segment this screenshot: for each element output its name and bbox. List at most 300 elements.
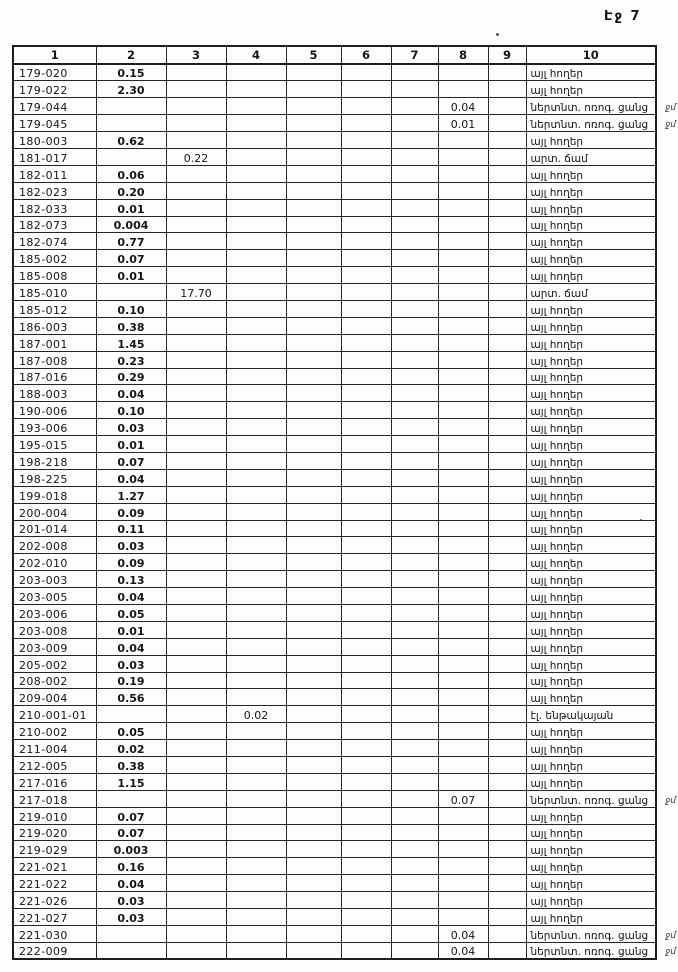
cell-area-col4 [226,368,286,385]
cell-area-col2: 0.29 [96,368,166,385]
cell-parcel-code: 221-021 [13,858,96,875]
cell-area-col3 [166,402,226,419]
cell-area-col3 [166,554,226,571]
cell-area-col2: 0.07 [96,250,166,267]
cell-land-type: այլ հողեր [526,486,656,503]
column-header-9: 9 [488,46,526,64]
cell-area-col9 [488,706,526,723]
cell-land-type: այլ հողեր [526,892,656,909]
cell-area-col7 [391,909,438,926]
cell-area-col6 [341,672,391,689]
cell-area-col9 [488,655,526,672]
table-row [13,503,656,520]
cell-area-col3 [166,689,226,706]
table-row [13,588,656,605]
cell-area-col2: 0.77 [96,233,166,250]
cell-area-col6 [341,486,391,503]
cell-land-type: այլ հողեր [526,469,656,486]
cell-area-col2 [96,706,166,723]
cell-area-col8 [438,638,488,655]
cell-area-col7 [391,706,438,723]
cell-area-col3 [166,824,226,841]
column-header-1: 1 [13,46,96,64]
cell-area-col4 [226,115,286,132]
cell-parcel-code: 200-004 [13,503,96,520]
cell-area-col2: 0.20 [96,182,166,199]
table-row [13,925,656,942]
cell-area-col7 [391,250,438,267]
cell-land-type: այլ հողեր [526,503,656,520]
cell-area-col8 [438,841,488,858]
cell-area-col9 [488,875,526,892]
cell-area-col6 [341,64,391,81]
cell-area-col8: 0.04 [438,942,488,959]
cell-land-type: ներտնտ. ոռոգ. ցանց ջմ [526,115,656,132]
cell-area-col8 [438,486,488,503]
table-body [13,64,676,959]
cell-area-col4 [226,81,286,98]
cell-land-type: արտ. ճամ [526,284,656,301]
cell-parcel-code: 182-033 [13,199,96,216]
cell-area-col9 [488,841,526,858]
cell-area-col8 [438,909,488,926]
cell-area-col4 [226,892,286,909]
cell-area-col7 [391,689,438,706]
cell-area-col6 [341,942,391,959]
cell-area-col2: 0.23 [96,351,166,368]
cell-area-col7 [391,182,438,199]
table-row [13,250,656,267]
cell-parcel-code: 182-074 [13,233,96,250]
cell-area-col5 [286,317,341,334]
cell-area-col8 [438,757,488,774]
cell-area-col6 [341,740,391,757]
cell-area-col4 [226,655,286,672]
cell-area-col9 [488,233,526,250]
cell-area-col6 [341,368,391,385]
cell-area-col2: 0.11 [96,520,166,537]
cell-area-col7 [391,638,438,655]
cell-area-col3 [166,723,226,740]
cell-area-col9 [488,469,526,486]
cell-area-col3 [166,469,226,486]
cell-area-col4 [226,250,286,267]
cell-area-col4 [226,554,286,571]
column-header-2: 2 [96,46,166,64]
cell-area-col5 [286,115,341,132]
cell-area-col3 [166,892,226,909]
cell-area-col9 [488,807,526,824]
cell-area-col2: 0.05 [96,723,166,740]
cell-area-col5 [286,689,341,706]
cell-area-col3 [166,132,226,149]
cell-area-col3 [166,773,226,790]
cell-area-col8 [438,723,488,740]
cell-area-col6 [341,925,391,942]
cell-area-col4 [226,605,286,622]
cell-area-col5 [286,98,341,115]
cell-area-col4 [226,723,286,740]
cell-area-col5 [286,436,341,453]
cell-area-col2: 0.09 [96,503,166,520]
cell-parcel-code: 179-044 [13,98,96,115]
cell-area-col6 [341,503,391,520]
cell-area-col6 [341,824,391,841]
cell-area-col9 [488,773,526,790]
cell-area-col9 [488,588,526,605]
cell-area-col9 [488,351,526,368]
cell-area-col8 [438,317,488,334]
cell-area-col8 [438,892,488,909]
cell-area-col3 [166,233,226,250]
cell-area-col8 [438,588,488,605]
cell-area-col7 [391,98,438,115]
cell-area-col9 [488,334,526,351]
cell-area-col7 [391,115,438,132]
cell-area-col9 [488,132,526,149]
cell-area-col4 [226,402,286,419]
cell-area-col9 [488,757,526,774]
table-row [13,334,656,351]
table-row [13,757,656,774]
cell-area-col5 [286,419,341,436]
cell-parcel-code: 217-016 [13,773,96,790]
table-row [13,790,656,807]
cell-area-col9 [488,165,526,182]
cell-area-col9 [488,300,526,317]
cell-area-col5 [286,486,341,503]
cell-parcel-code: 212-005 [13,757,96,774]
cell-parcel-code: 199-018 [13,486,96,503]
cell-area-col3 [166,875,226,892]
cell-area-col5 [286,165,341,182]
cell-area-col2: 0.62 [96,132,166,149]
cell-area-col9 [488,942,526,959]
cell-area-col8 [438,537,488,554]
cell-area-col4 [226,182,286,199]
cell-area-col9 [488,452,526,469]
cell-area-col6 [341,216,391,233]
cell-area-col4 [226,841,286,858]
table-row [13,621,656,638]
cell-land-type: այլ հողեր [526,81,656,98]
cell-area-col6 [341,892,391,909]
table-row [13,942,656,959]
cell-area-col6 [341,300,391,317]
cell-area-col3 [166,368,226,385]
cell-area-col9 [488,520,526,537]
cell-area-col2: 0.13 [96,571,166,588]
table-row [13,300,656,317]
cell-land-type: այլ հողեր [526,537,656,554]
cell-area-col7 [391,807,438,824]
cell-area-col4 [226,807,286,824]
cell-area-col8 [438,368,488,385]
cell-area-col3 [166,925,226,942]
cell-area-col2: 0.003 [96,841,166,858]
table-row [13,368,656,385]
cell-area-col5 [286,233,341,250]
cell-area-col7 [391,520,438,537]
cell-area-col9 [488,638,526,655]
cell-area-col4 [226,452,286,469]
cell-area-col6 [341,537,391,554]
cell-area-col9 [488,909,526,926]
cell-area-col9 [488,672,526,689]
cell-parcel-code: 187-016 [13,368,96,385]
cell-area-col2: 0.03 [96,909,166,926]
cell-area-col9 [488,267,526,284]
cell-land-type: այլ հողեր [526,909,656,926]
cell-area-col4 [226,571,286,588]
cell-area-col8: 0.01 [438,115,488,132]
cell-area-col7 [391,132,438,149]
cell-area-col5 [286,807,341,824]
cell-area-col2: 0.38 [96,757,166,774]
cell-area-col8 [438,284,488,301]
cell-area-col5 [286,925,341,942]
cell-land-type: այլ հողեր [526,436,656,453]
cell-area-col7 [391,317,438,334]
cell-area-col2: 0.03 [96,537,166,554]
cell-area-col3 [166,537,226,554]
cell-area-col9 [488,385,526,402]
cell-parcel-code: 188-003 [13,385,96,402]
cell-area-col6 [341,267,391,284]
cell-land-type: այլ հողեր [526,588,656,605]
cell-area-col7 [391,605,438,622]
cell-area-col8 [438,385,488,402]
cell-area-col9 [488,486,526,503]
cell-area-col6 [341,98,391,115]
cell-area-col3 [166,115,226,132]
cell-area-col5 [286,267,341,284]
cell-area-col3 [166,267,226,284]
cell-area-col3 [166,351,226,368]
cell-area-col8 [438,469,488,486]
cell-area-col6 [341,402,391,419]
cell-area-col8 [438,267,488,284]
cell-area-col5 [286,554,341,571]
cell-area-col4 [226,824,286,841]
cell-area-col2: 0.10 [96,402,166,419]
handwritten-margin-note: ջմ [665,947,676,958]
cell-land-type: այլ հողեր [526,385,656,402]
cell-land-type: այլ հողեր [526,571,656,588]
cell-area-col9 [488,689,526,706]
table-row [13,132,656,149]
table-row [13,858,656,875]
cell-area-col7 [391,216,438,233]
table-row [13,317,656,334]
cell-area-col4 [226,909,286,926]
cell-land-type: այլ հողեր [526,368,656,385]
cell-land-type: այլ հողեր [526,638,656,655]
cell-area-col5 [286,588,341,605]
cell-area-col6 [341,351,391,368]
cell-area-col6 [341,199,391,216]
cell-area-col9 [488,182,526,199]
cell-area-col7 [391,757,438,774]
cell-area-col6 [341,621,391,638]
cell-area-col6 [341,858,391,875]
cell-area-col3 [166,706,226,723]
cell-area-col2: 0.05 [96,605,166,622]
cell-area-col8 [438,81,488,98]
cell-area-col3 [166,334,226,351]
cell-area-col3 [166,64,226,81]
cell-parcel-code: 210-002 [13,723,96,740]
cell-area-col8 [438,824,488,841]
cell-area-col2: 0.04 [96,469,166,486]
cell-area-col5 [286,605,341,622]
cell-parcel-code: 181-017 [13,148,96,165]
cell-area-col5 [286,216,341,233]
cell-area-col5 [286,182,341,199]
cell-land-type: այլ հողեր [526,824,656,841]
cell-area-col6 [341,182,391,199]
cell-area-col9 [488,824,526,841]
cell-parcel-code: 180-003 [13,132,96,149]
cell-area-col3 [166,452,226,469]
column-header-7: 7 [391,46,438,64]
cell-land-type: ներտնտ. ոռոգ. ցանց ջմ [526,925,656,942]
cell-area-col4 [226,875,286,892]
cell-land-type: այլ հողեր [526,300,656,317]
cell-area-col2 [96,148,166,165]
cell-area-col3 [166,858,226,875]
table-row [13,706,656,723]
cell-land-type: այլ հողեր [526,216,656,233]
cell-area-col3 [166,588,226,605]
cell-area-col5 [286,64,341,81]
cell-land-type: այլ հողեր [526,621,656,638]
cell-area-col6 [341,233,391,250]
cell-area-col9 [488,402,526,419]
cell-parcel-code: 209-004 [13,689,96,706]
cell-area-col4 [226,858,286,875]
cell-parcel-code: 187-008 [13,351,96,368]
cell-area-col3 [166,385,226,402]
cell-area-col8 [438,402,488,419]
cell-area-col6 [341,807,391,824]
cell-area-col3 [166,300,226,317]
cell-parcel-code: 221-026 [13,892,96,909]
cell-area-col6 [341,469,391,486]
table-row [13,773,656,790]
cell-area-col3 [166,571,226,588]
cell-land-type: այլ հողեր [526,267,656,284]
table-row [13,469,656,486]
cell-parcel-code: 203-009 [13,638,96,655]
cell-parcel-code: 202-010 [13,554,96,571]
table-row [13,554,656,571]
cell-area-col4 [226,790,286,807]
cell-area-col6 [341,115,391,132]
cell-area-col3 [166,199,226,216]
cell-area-col9 [488,419,526,436]
cell-area-col3 [166,317,226,334]
cell-area-col8 [438,165,488,182]
handwritten-margin-note: ջմ [665,795,676,806]
cell-area-col4 [226,64,286,81]
cell-area-col5 [286,909,341,926]
cell-land-type: այլ հողեր [526,402,656,419]
table-row [13,436,656,453]
cell-area-col6 [341,638,391,655]
table-row [13,284,656,301]
cell-area-col3: 17.70 [166,284,226,301]
cell-area-col7 [391,925,438,942]
table-row [13,64,656,81]
land-parcel-table [12,45,676,960]
cell-area-col9 [488,621,526,638]
cell-area-col8 [438,148,488,165]
cell-area-col5 [286,284,341,301]
cell-area-col5 [286,385,341,402]
cell-area-col3 [166,503,226,520]
cell-area-col9 [488,148,526,165]
cell-area-col2: 0.19 [96,672,166,689]
cell-area-col8 [438,436,488,453]
table-row [13,81,656,98]
cell-area-col4 [226,469,286,486]
cell-area-col6 [341,571,391,588]
cell-parcel-code: 221-027 [13,909,96,926]
cell-area-col8 [438,419,488,436]
cell-area-col8 [438,858,488,875]
cell-area-col4 [226,385,286,402]
cell-area-col4 [226,351,286,368]
cell-area-col3 [166,841,226,858]
cell-area-col5 [286,250,341,267]
cell-area-col8 [438,64,488,81]
cell-land-type: այլ հողեր [526,165,656,182]
cell-area-col3 [166,182,226,199]
cell-parcel-code: 205-002 [13,655,96,672]
scan-speck [496,33,499,36]
cell-area-col5 [286,300,341,317]
cell-land-type: ներտնտ. ոռոգ. ցանց ջմ [526,98,656,115]
cell-land-type: այլ հողեր [526,351,656,368]
cell-area-col8 [438,334,488,351]
cell-area-col4 [226,233,286,250]
cell-area-col6 [341,588,391,605]
table-row [13,655,656,672]
cell-area-col7 [391,503,438,520]
cell-land-type: այլ հողեր [526,334,656,351]
cell-area-col2: 0.01 [96,436,166,453]
cell-area-col2: 0.09 [96,554,166,571]
column-header-5: 5 [286,46,341,64]
cell-area-col2: 0.04 [96,875,166,892]
cell-area-col4 [226,672,286,689]
cell-area-col3 [166,672,226,689]
cell-parcel-code: 221-030 [13,925,96,942]
cell-area-col5 [286,706,341,723]
cell-area-col7 [391,64,438,81]
cell-parcel-code: 182-073 [13,216,96,233]
cell-area-col2 [96,925,166,942]
cell-area-col9 [488,554,526,571]
cell-land-type: այլ հողեր [526,689,656,706]
table-row [13,419,656,436]
cell-area-col4 [226,621,286,638]
cell-parcel-code: 185-012 [13,300,96,317]
cell-area-col4 [226,537,286,554]
cell-area-col7 [391,165,438,182]
cell-area-col5 [286,537,341,554]
